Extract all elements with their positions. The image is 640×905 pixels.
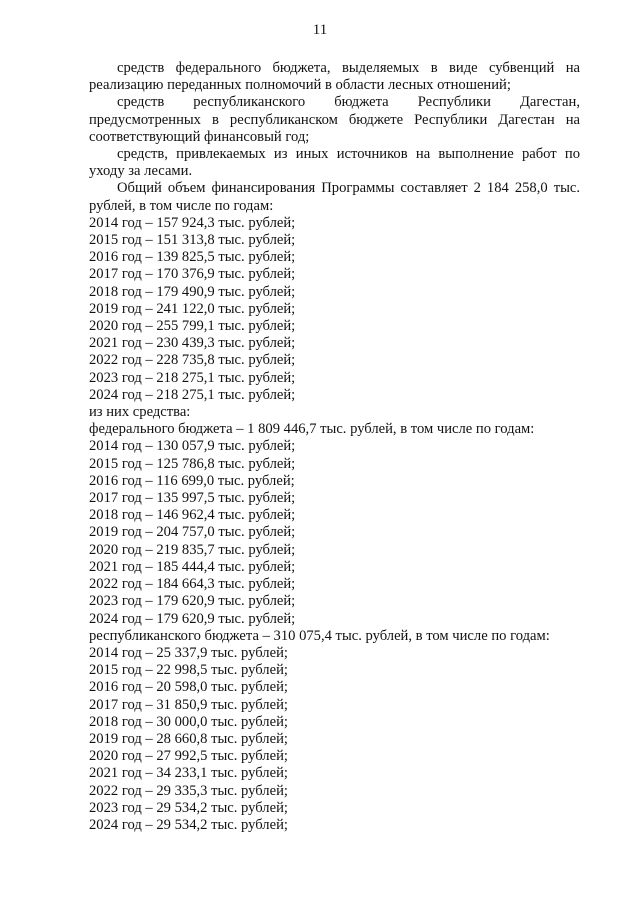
list-item: 2019 год – 204 757,0 тыс. рублей;	[89, 524, 296, 541]
list-item: 2014 год – 25 337,9 тыс. рублей;	[89, 644, 288, 661]
list-item: 2020 год – 27 992,5 тыс. рублей;	[89, 748, 288, 765]
federal-years-list	[89, 438, 580, 627]
intro-other-first-line: средств, привлекаемых из иных источников на выполнение работ по	[117, 146, 580, 163]
intro-paragraph-republic-rest: предусмотренных в республиканском бюджете Республики Дагестан на соответствующий финансовый год;	[89, 111, 580, 145]
list-item: 2016 год – 20 598,0 тыс. рублей;	[89, 679, 288, 696]
intro-federal-rest: реализацию переданных полномочий в области лесных отношений;	[89, 77, 511, 94]
list-item: 2014 год – 130 057,9 тыс. рублей;	[89, 438, 296, 455]
list-item: 2021 год – 185 444,4 тыс. рублей;	[89, 558, 296, 575]
list-item: 2024 год – 29 534,2 тыс. рублей;	[89, 816, 288, 833]
list-item: 2016 год – 116 699,0 тыс. рублей;	[89, 472, 295, 489]
list-item: 2014 год – 157 924,3 тыс. рублей;	[89, 214, 296, 231]
list-item: 2023 год – 218 275,1 тыс. рублей;	[89, 369, 296, 386]
list-item: 2020 год – 255 799,1 тыс. рублей;	[89, 318, 296, 335]
list-item: 2024 год – 179 620,9 тыс. рублей;	[89, 610, 296, 627]
list-item: 2018 год – 179 490,9 тыс. рублей;	[89, 283, 296, 300]
total-rest: рублей, в том числе по годам:	[89, 197, 274, 214]
list-item: 2020 год – 219 835,7 тыс. рублей;	[89, 541, 296, 558]
list-item: 2015 год – 151 313,8 тыс. рублей;	[89, 232, 296, 249]
list-item: 2017 год – 31 850,9 тыс. рублей;	[89, 696, 288, 713]
list-item: 2022 год – 184 664,3 тыс. рублей;	[89, 576, 296, 593]
republic-years-list	[89, 645, 580, 834]
intro-paragraph-federal	[89, 60, 580, 94]
list-item: 2015 год – 22 998,5 тыс. рублей;	[89, 662, 288, 679]
list-item: 2018 год – 30 000,0 тыс. рублей;	[89, 713, 288, 730]
list-item: 2023 год – 179 620,9 тыс. рублей;	[89, 593, 296, 610]
list-item: 2021 год – 230 439,3 тыс. рублей;	[89, 335, 296, 352]
list-item: 2022 год – 29 335,3 тыс. рублей;	[89, 782, 288, 799]
list-item: 2023 год – 29 534,2 тыс. рублей;	[89, 799, 288, 816]
list-item: 2022 год – 228 735,8 тыс. рублей;	[89, 352, 296, 369]
list-item: 2018 год – 146 962,4 тыс. рублей;	[89, 507, 296, 524]
of-which-label: из них средства:	[89, 404, 191, 421]
federal-heading: федерального бюджета – 1 809 446,7 тыс. рублей, в том числе по годам:	[89, 421, 535, 438]
list-item: 2017 год – 170 376,9 тыс. рублей;	[89, 266, 296, 283]
total-years-list	[89, 215, 580, 404]
total-first-line: Общий объем финансирования Программы составляет 2 184 258,0 тыс.	[117, 180, 580, 197]
total-paragraph	[89, 180, 580, 214]
list-item: 2016 год – 139 825,5 тыс. рублей;	[89, 249, 296, 266]
page-content	[89, 60, 580, 834]
list-item: 2024 год – 218 275,1 тыс. рублей;	[89, 386, 296, 403]
list-item: 2019 год – 28 660,8 тыс. рублей;	[89, 730, 288, 747]
list-item: 2017 год – 135 997,5 тыс. рублей;	[89, 490, 296, 507]
list-item: 2021 год – 34 233,1 тыс. рублей;	[89, 765, 288, 782]
list-item: 2019 год – 241 122,0 тыс. рублей;	[89, 300, 296, 317]
intro-paragraph-republic-line: средств республиканского бюджета Республики Дагестан,	[117, 94, 580, 111]
list-item: 2015 год – 125 786,8 тыс. рублей;	[89, 455, 296, 472]
intro-paragraph-other	[89, 146, 580, 180]
intro-other-rest: уходу за лесами.	[89, 163, 193, 180]
republic-heading: республиканского бюджета – 310 075,4 тыс. рублей, в том числе по годам:	[89, 627, 550, 644]
page-number: 11	[312, 22, 328, 38]
intro-federal-first-line: средств федерального бюджета, выделяемых в виде субвенций на	[117, 60, 580, 76]
